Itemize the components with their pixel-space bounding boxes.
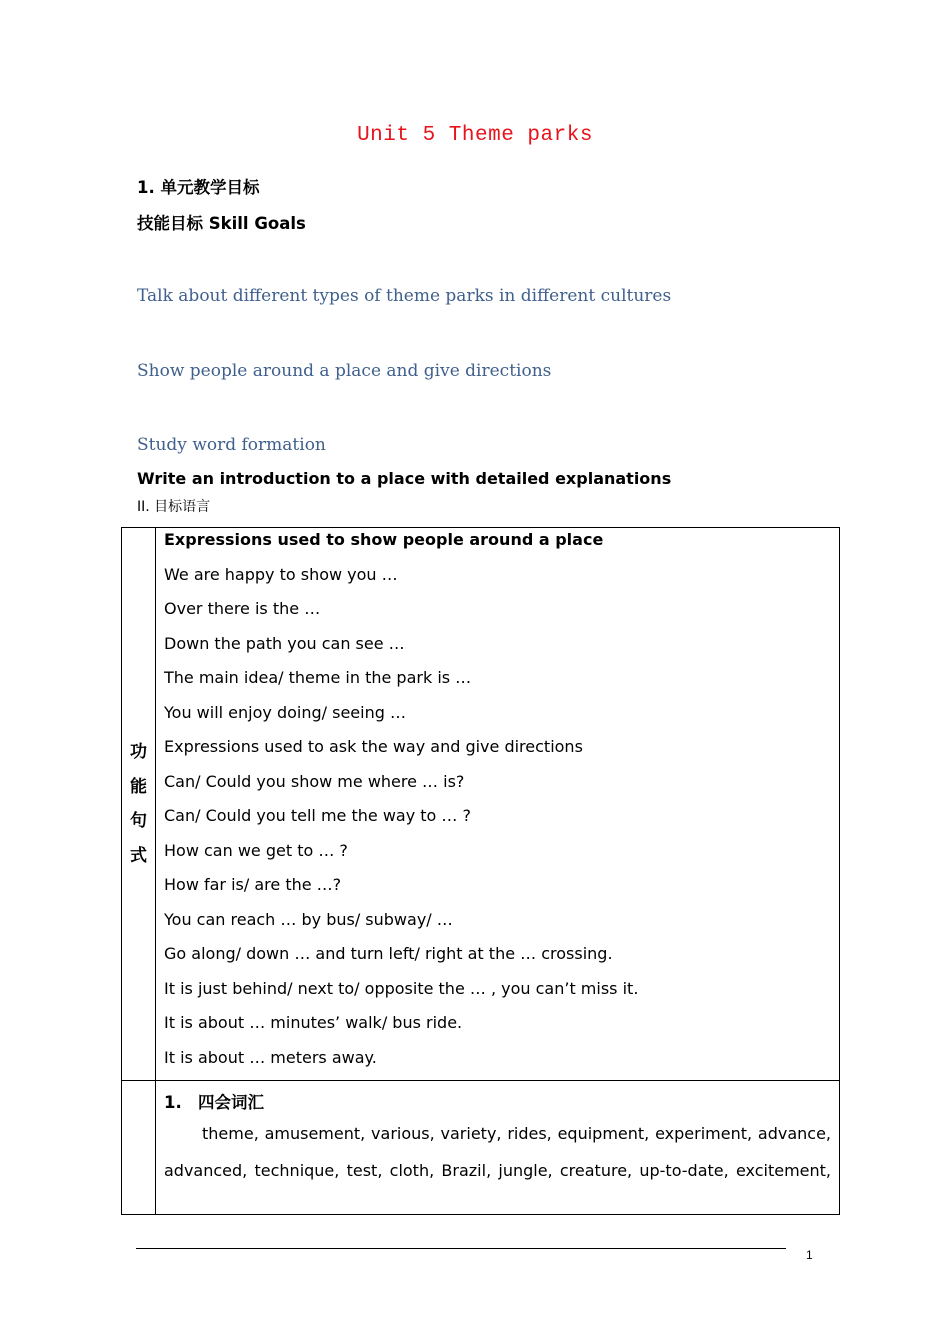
- skill-goal-item: Study word formation: [137, 435, 326, 455]
- expression-line: Down the path you can see …: [164, 633, 405, 653]
- expression-line: Go along/ down … and turn left/ right at the … crossing.: [164, 944, 613, 963]
- expression-group-heading: Expressions used to ask the way and give directions: [164, 737, 583, 756]
- footer-divider: [136, 1248, 786, 1249]
- expression-line: Can/ Could you tell me the way to … ?: [164, 806, 471, 825]
- table-row: [122, 528, 840, 1081]
- skill-goal-item-bold: Write an introduction to a place with detailed explanations: [137, 469, 672, 488]
- label-char: 能: [130, 776, 147, 797]
- function-sentences-cell: [156, 528, 840, 1081]
- label-char: 式: [130, 845, 147, 866]
- vocabulary-label-cell: [122, 1081, 156, 1215]
- section-heading-teaching-goals: 1. 单元教学目标: [137, 178, 260, 197]
- expression-line: Over there is the …: [164, 599, 321, 618]
- function-sentences-label: [122, 735, 155, 873]
- label-char: 功: [130, 742, 147, 762]
- vocabulary-cell: [156, 1081, 840, 1215]
- target-language-table: [121, 527, 840, 1215]
- expression-line: It is about … meters away.: [164, 1047, 377, 1067]
- function-sentences-label-cell: [122, 528, 156, 1081]
- expression-line: We are happy to show you …: [164, 564, 398, 584]
- vocabulary-heading: [156, 1081, 839, 1115]
- expression-group-heading: Expressions used to show people around a place: [164, 530, 604, 549]
- vocabulary-line: theme, amusement, various, variety, rides, equipment, experiment, advance,: [202, 1124, 831, 1143]
- skill-goal-item: Talk about different types of theme parks in different cultures: [137, 286, 672, 306]
- vocabulary-line: advanced, technique, test, cloth, Brazil, jungle, creature, up-to-date, excitement,: [164, 1161, 831, 1180]
- target-language-heading: II. 目标语言: [137, 499, 211, 515]
- label-char: 句: [130, 811, 147, 831]
- skill-goals-heading: 技能目标 Skill Goals: [137, 214, 306, 233]
- expression-line: It is about … minutes’ walk/ bus ride.: [164, 1013, 463, 1032]
- expression-line: You can reach … by bus/ subway/ …: [164, 909, 453, 929]
- vocabulary-heading-text: 四会词汇: [198, 1093, 264, 1112]
- page-number: 1: [806, 1248, 813, 1262]
- skill-goal-item: Show people around a place and give directions: [137, 361, 552, 381]
- expression-line: How far is/ are the …?: [164, 875, 342, 894]
- expression-line: You will enjoy doing/ seeing …: [164, 702, 406, 722]
- expression-line: It is just behind/ next to/ opposite the … , you can’t miss it.: [164, 978, 639, 998]
- table-row: [122, 1081, 840, 1215]
- expression-line: How can we get to … ?: [164, 840, 348, 860]
- expression-line: The main idea/ theme in the park is …: [164, 668, 472, 687]
- vocabulary-heading-number: 1.: [164, 1093, 182, 1112]
- document-title: Unit 5 Theme parks: [357, 124, 593, 147]
- expression-line: Can/ Could you show me where … is?: [164, 771, 465, 791]
